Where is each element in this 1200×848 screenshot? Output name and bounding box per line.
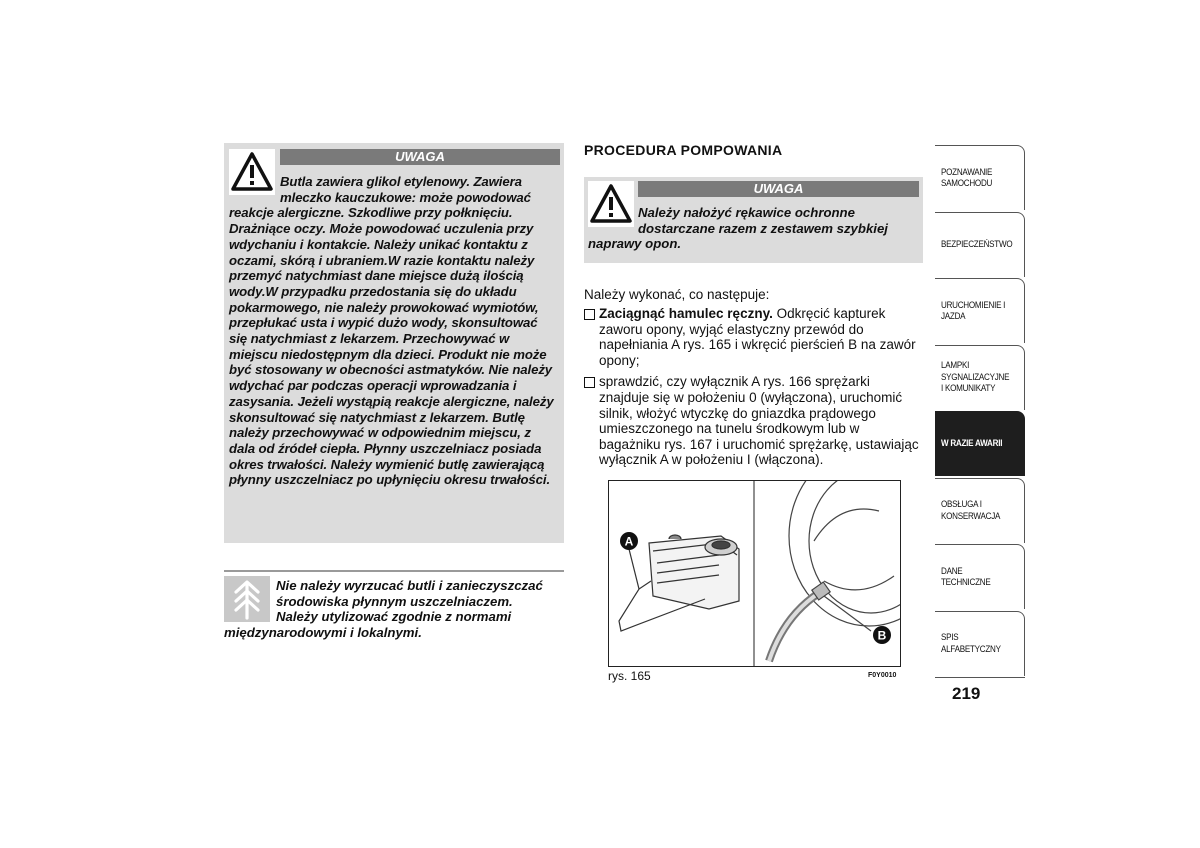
tab-label: POZNAWANIE SAMOCHODU (941, 166, 993, 189)
tab-obsluga-i-konserwacja[interactable] (935, 478, 1025, 543)
tab-spis-alfabetyczny[interactable] (935, 611, 1025, 676)
tab-label: SPIS ALFABETYCZNY (941, 632, 1001, 655)
figure-code: F0Y0010 (868, 672, 897, 679)
label-b: B (877, 628, 887, 643)
tab-lampki-sygnalizacyjne[interactable] (935, 345, 1025, 410)
tab-w-razie-awarii[interactable] (935, 411, 1025, 476)
figure-caption: rys. 165 (608, 669, 651, 683)
tab-dane-techniczne[interactable] (935, 544, 1025, 609)
tab-label: LAMPKI SYGNALIZACYJNE I KOMUNIKATY (941, 360, 1010, 395)
tab-bezpieczenstwo[interactable] (935, 212, 1025, 277)
step-text: Odkręcić kapturek zaworu opony, wyjąć elastyczny przewód do napełniania A rys. 165 i wkręcić pierścień B na zawór opony; (599, 306, 916, 368)
warning-header: UWAGA (638, 181, 919, 197)
step-bold-text: Zaciągnąć hamulec ręczny. (599, 306, 773, 321)
tab-label: OBSŁUGA I KONSERWACJA (941, 499, 1001, 522)
chapter-tabs (935, 145, 1025, 677)
eco-note-text: Nie należy wyrzucać butli i zanieczyszczać środowiska płynnym uszczelniaczem. Należy utylizować zgodnie z normami międzynarodowymi i lokalnymi. (224, 578, 543, 641)
section-title: PROCEDURA POMPOWANIA (584, 142, 783, 158)
steps-list (584, 306, 919, 474)
tab-label: W RAZIE AWARII (941, 438, 1003, 450)
compressor-illustration (609, 481, 900, 666)
warning-header: UWAGA (280, 149, 560, 165)
step-text: sprawdzić, czy wyłącznik A rys. 166 sprężarki znajduje się w położeniu 0 (wyłączona), uruchomić silnik, włożyć wtyczkę do gniazdka prądowego umieszczonego na tunelu środkowym lub w bagażniku rys. 167 i uruchomić sprężarkę, ustawiając wyłącznik A w położeniu I (włączona). (599, 374, 919, 468)
tab-label: DANE TECHNICZNE (941, 565, 991, 588)
warning-box-glycol (224, 143, 564, 543)
tabs-bottom-line (935, 677, 1025, 678)
figure-compressor (608, 480, 901, 667)
tab-label: URUCHOMIENIE I JAZDA (941, 299, 1006, 322)
checkbox-bullet-icon (584, 377, 595, 388)
warning-text: Butla zawiera glikol etylenowy. Zawiera mleczko kauczukowe: może powodować reakcje alergiczne. Szkodliwe przy połknięciu. Drażniące oczy. Może powodować uczulenia przy wdychaniu i kontakcie. Należy unikać kontaktu z oczami, skórą i ubraniem.W razie kontaktu należy przemyć natychmiast dane miejsce dużą ilością wody.W przypadku przedostania się do układu pokarmowego, nie należy prowokować wymiotów, przepłukać usta i wypić dużo wody, skonsultować się natychmiast z lekarzem. Przechowywać w miejscu niedostępnym dla dzieci. Produkt nie może być stosowany w obecności astmatyków. Nie należy wdychać par podczas operacji wprowadzania i zasysania. Jeżeli wystąpią reakcje alergiczne, należy skonsultować się natychmiast z lekarzem. Butlę należy przechowywać w odpowiednim miejscu, z dala od źródeł ciepła. Płynny uszczelniacz posiada okres trwałości. Należy wymienić butlę zawierającą płynny uszczelniacz po upłynięciu okresu trwałości. (229, 174, 554, 488)
page-number: 219 (952, 684, 981, 703)
label-a: A (624, 534, 634, 549)
tab-poznawanie-samochodu[interactable] (935, 145, 1025, 210)
warning-text: Należy nałożyć rękawice ochronne dostarczane razem z zestawem szybkiej naprawy opon. (588, 205, 888, 252)
tab-label: BEZPIECZEŃSTWO (941, 238, 1013, 250)
tab-uruchomienie-i-jazda[interactable] (935, 278, 1025, 343)
checkbox-bullet-icon (584, 309, 595, 320)
intro-text: Należy wykonać, co następuje: (584, 287, 770, 302)
warning-box-gloves (584, 177, 923, 263)
list-item (584, 374, 919, 468)
list-item (584, 306, 919, 368)
eco-divider (224, 570, 564, 572)
